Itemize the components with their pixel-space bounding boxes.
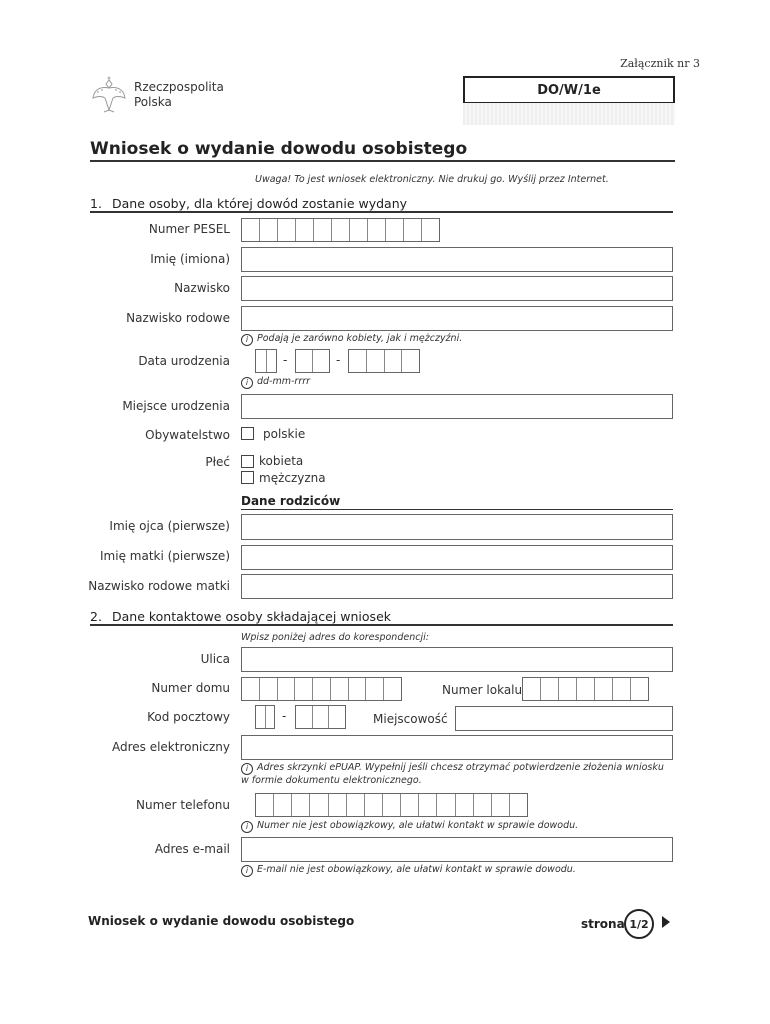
birth-place-label: Miejsce urodzenia — [122, 399, 230, 413]
sex-male-label: mężczyzna — [259, 471, 326, 485]
father-name-label: Imię ojca (pierwsze) — [109, 519, 230, 533]
phone-label: Numer telefonu — [136, 798, 230, 812]
form-code-box: DO/W/1e — [463, 76, 675, 104]
city-label: Miejscowość — [373, 712, 448, 726]
postal-separator: - — [282, 709, 287, 723]
mother-family-name-label: Nazwisko rodowe matki — [88, 579, 230, 593]
page-label: strona — [581, 917, 625, 931]
parents-heading: Dane rodziców — [241, 494, 341, 508]
phone-hint-text: Numer nie jest obowiązkowy, ale ułatwi kontakt w sprawie dowodu. — [257, 820, 579, 831]
info-circle-icon: i — [241, 377, 253, 389]
city-input[interactable] — [455, 706, 673, 731]
first-name-label: Imię (imiona) — [150, 252, 230, 266]
email-input[interactable] — [241, 837, 673, 862]
house-number-input[interactable] — [241, 677, 402, 701]
mother-name-label: Imię matki (pierwsze) — [100, 549, 230, 563]
birth-year-input[interactable] — [348, 349, 420, 373]
info-circle-icon: i — [241, 821, 253, 833]
first-name-input[interactable] — [241, 247, 673, 272]
title-divider — [90, 160, 675, 162]
electronic-hint-line-2: w formie dokumentu elektronicznego. — [241, 775, 422, 786]
mother-name-input[interactable] — [241, 545, 673, 570]
form-title: Wniosek o wydanie dowodu osobistego — [90, 139, 468, 159]
citizenship-label: Obywatelstwo — [145, 428, 230, 442]
country-line-2: Polska — [134, 95, 172, 109]
section-1-number: 1. — [90, 196, 102, 211]
annex-label: Załącznik nr 3 — [620, 57, 700, 70]
family-name-hint-text: Podają je zarówno kobiety, jak i mężczyźni. — [257, 333, 463, 344]
parents-divider — [241, 509, 673, 510]
postal-code-label: Kod pocztowy — [147, 710, 230, 724]
email-label: Adres e-mail — [154, 842, 230, 856]
section-2-heading — [90, 609, 391, 624]
sex-label: Płeć — [205, 455, 230, 469]
birth-month-input[interactable] — [295, 349, 330, 373]
phone-input[interactable] — [255, 793, 528, 817]
father-name-input[interactable] — [241, 514, 673, 540]
page-number-indicator: 1/2 — [624, 909, 654, 939]
family-name-label: Nazwisko rodowe — [126, 311, 230, 325]
surname-input[interactable] — [241, 276, 673, 301]
sex-female-checkbox[interactable] — [241, 455, 254, 468]
country-line-1: Rzeczpospolita — [134, 80, 224, 94]
eagle-emblem-icon — [90, 74, 128, 118]
electronic-address-label: Adres elektroniczny — [111, 740, 230, 754]
birth-date-label: Data urodzenia — [138, 354, 230, 368]
form-code-shading — [463, 103, 675, 125]
section-1-divider — [90, 211, 673, 213]
birth-date-hint — [241, 376, 310, 389]
sex-male-checkbox[interactable] — [241, 471, 254, 484]
pesel-input[interactable] — [241, 218, 440, 242]
flat-number-label: Numer lokalu — [442, 683, 523, 697]
street-input[interactable] — [241, 647, 673, 672]
house-number-label: Numer domu — [151, 681, 230, 695]
mother-family-name-input[interactable] — [241, 574, 673, 599]
citizenship-checkbox[interactable] — [241, 427, 254, 440]
birth-day-input[interactable] — [255, 349, 277, 373]
date-separator-2: - — [336, 353, 341, 367]
section-2-title: Dane kontaktowe osoby składającej wniosek — [112, 609, 391, 624]
flat-number-input[interactable] — [522, 677, 649, 701]
info-circle-icon: i — [241, 334, 253, 346]
electronic-hint-line-1: Adres skrzynki ePUAP. Wypełnij jeśli chcesz otrzymać potwierdzenie złożenia wniosku — [257, 762, 664, 773]
electronic-address-hint — [241, 762, 664, 787]
electronic-address-input[interactable] — [241, 735, 673, 760]
birth-place-input[interactable] — [241, 394, 673, 419]
info-circle-icon: i — [241, 865, 253, 877]
postal-code-part1-input[interactable] — [255, 705, 275, 729]
electronic-warning: Uwaga! To jest wniosek elektroniczny. Nie drukuj go. Wyślij przez Internet. — [255, 174, 609, 185]
pesel-label: Numer PESEL — [148, 222, 230, 236]
section-2-divider — [90, 624, 673, 626]
footer-title: Wniosek o wydanie dowodu osobistego — [88, 914, 355, 928]
email-hint-text: E-mail nie jest obowiązkowy, ale ułatwi kontakt w sprawie dowodu. — [257, 864, 576, 875]
citizenship-option-label: polskie — [263, 427, 306, 441]
birth-date-hint-text: dd-mm-rrrr — [257, 376, 311, 387]
section-1-title: Dane osoby, dla której dowód zostanie wydany — [112, 196, 408, 211]
phone-hint — [241, 820, 578, 833]
address-hint: Wpisz poniżej adres do korespondencji: — [241, 632, 429, 643]
country-name — [134, 80, 224, 110]
section-1-heading — [90, 196, 407, 211]
family-name-hint — [241, 333, 462, 346]
family-name-input[interactable] — [241, 306, 673, 331]
street-label: Ulica — [200, 652, 230, 666]
next-page-arrow-icon[interactable] — [662, 916, 670, 928]
surname-label: Nazwisko — [174, 281, 230, 295]
postal-code-part2-input[interactable] — [295, 705, 346, 729]
date-separator-1: - — [283, 353, 288, 367]
email-hint — [241, 864, 576, 877]
info-circle-icon: i — [241, 763, 253, 775]
section-2-number: 2. — [90, 609, 102, 624]
sex-female-label: kobieta — [259, 454, 304, 468]
